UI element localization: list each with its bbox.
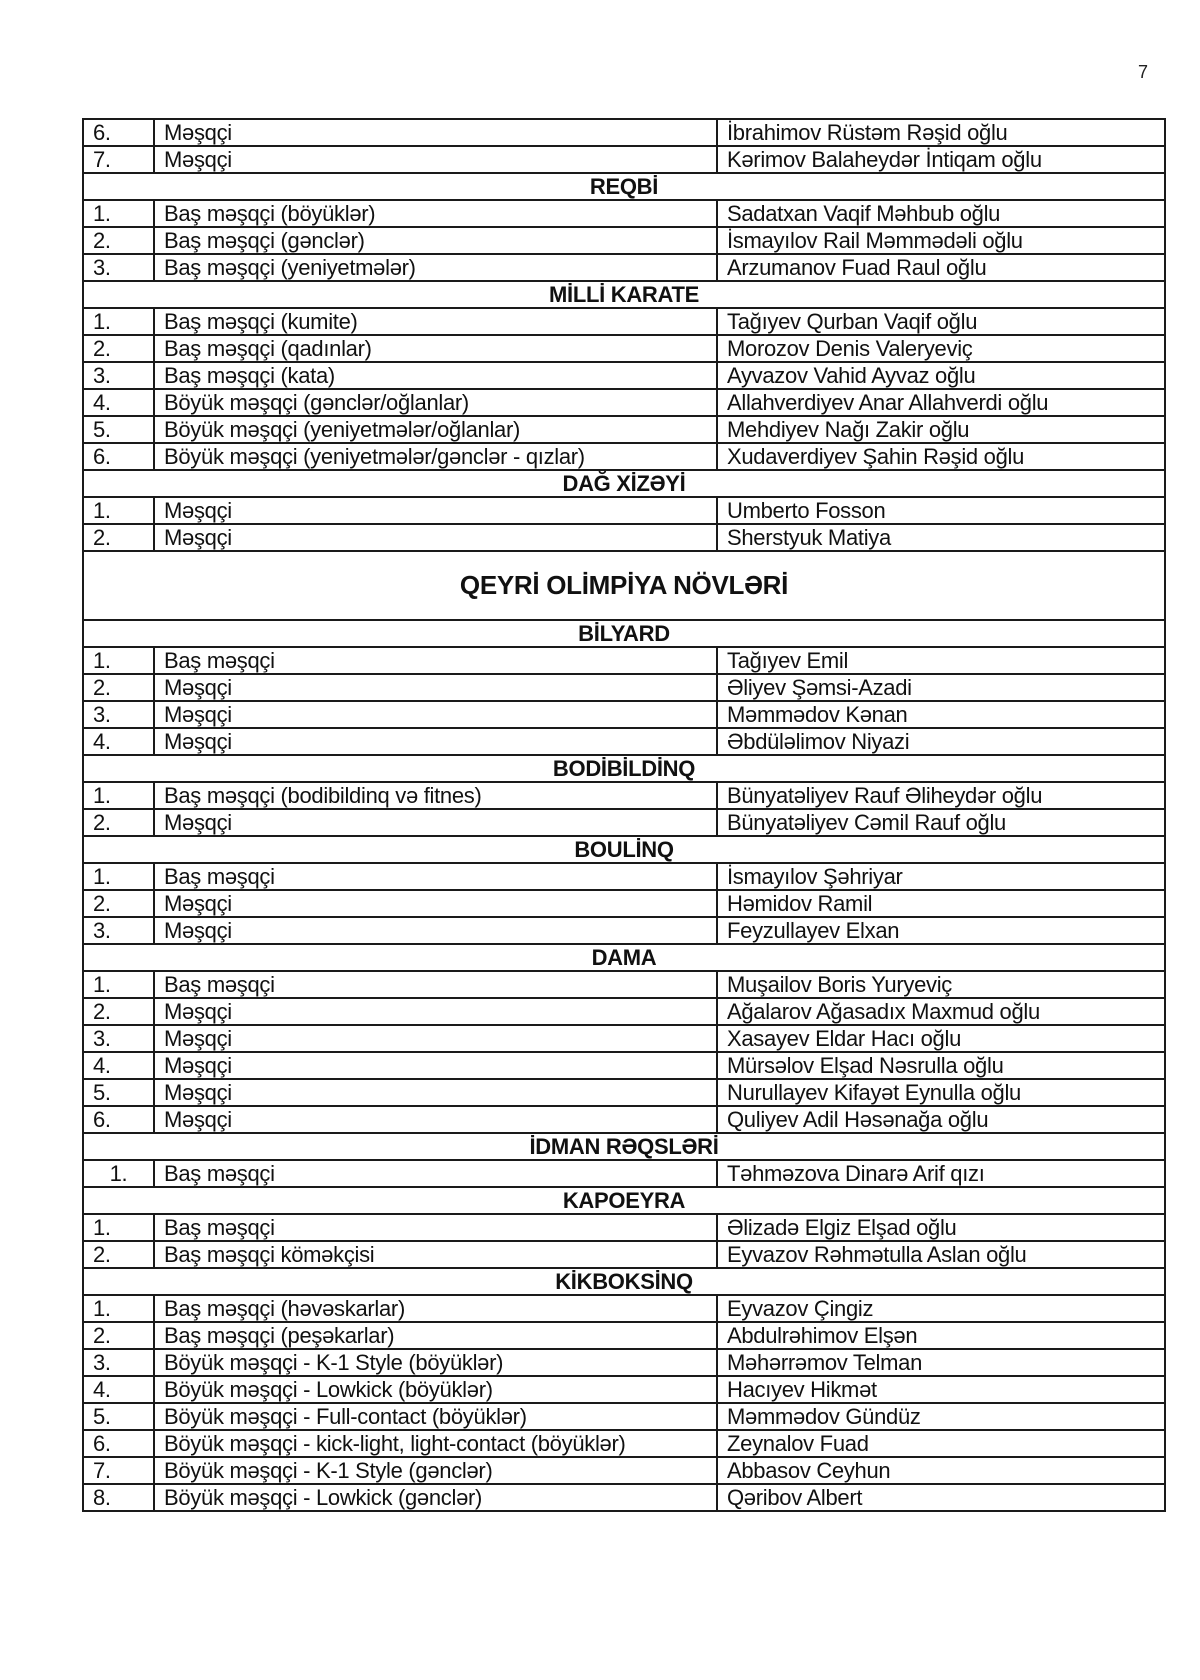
row-number: 4.	[83, 1052, 154, 1079]
coach-name-cell: Zeynalov Fuad	[717, 1430, 1165, 1457]
row-number: 6.	[83, 1106, 154, 1133]
row-number: 3.	[83, 917, 154, 944]
row-number: 2.	[83, 674, 154, 701]
section-title: MİLLİ KARATE	[83, 281, 1165, 308]
table-row	[83, 1349, 1165, 1376]
row-number: 3.	[83, 254, 154, 281]
coach-name-cell: Eyvazov Rəhmətulla Aslan oğlu	[717, 1241, 1165, 1268]
section-header-row	[83, 836, 1165, 863]
section-title: BİLYARD	[83, 620, 1165, 647]
table-row	[83, 308, 1165, 335]
coach-name-cell: Mehdiyev Nağı Zakir oğlu	[717, 416, 1165, 443]
group-title: QEYRİ OLİMPİYA NÖVLƏRİ	[83, 551, 1165, 620]
section-title: KAPOEYRA	[83, 1187, 1165, 1214]
position-cell: Məşqçi	[154, 524, 717, 551]
row-number: 2.	[83, 335, 154, 362]
coach-name-cell: Əliyev Şəmsi-Azadi	[717, 674, 1165, 701]
coach-name-cell: İsmayılov Rail Məmmədəli oğlu	[717, 227, 1165, 254]
position-cell: Böyük məşqçi (gənclər/oğlanlar)	[154, 389, 717, 416]
row-number: 7.	[83, 1457, 154, 1484]
section-title: BODİBİLDİNQ	[83, 755, 1165, 782]
row-number: 8.	[83, 1484, 154, 1511]
section-header-row	[83, 1133, 1165, 1160]
position-cell: Baş məşqçi (bodibildinq və fitnes)	[154, 782, 717, 809]
table-row	[83, 200, 1165, 227]
row-number: 1.	[83, 497, 154, 524]
coach-name-cell: Ağalarov Ağasadıx Maxmud oğlu	[717, 998, 1165, 1025]
table-row	[83, 416, 1165, 443]
position-cell: Böyük məşqçi - K-1 Style (gənclər)	[154, 1457, 717, 1484]
table-row	[83, 674, 1165, 701]
row-number: 2.	[83, 809, 154, 836]
row-number: 5.	[83, 1079, 154, 1106]
row-number: 7.	[83, 146, 154, 173]
position-cell: Baş məşqçi (həvəskarlar)	[154, 1295, 717, 1322]
section-header-row	[83, 755, 1165, 782]
section-header-row	[83, 1268, 1165, 1295]
table-row	[83, 254, 1165, 281]
position-cell: Baş məşqçi köməkçisi	[154, 1241, 717, 1268]
row-number: 6.	[83, 119, 154, 146]
table-row	[83, 863, 1165, 890]
position-cell: Məşqçi	[154, 119, 717, 146]
coach-name-cell: Bünyatəliyev Rauf Əliheydər oğlu	[717, 782, 1165, 809]
row-number: 5.	[83, 416, 154, 443]
position-cell: Baş məşqçi (yeniyetmələr)	[154, 254, 717, 281]
coach-name-cell: Eyvazov Çingiz	[717, 1295, 1165, 1322]
coach-name-cell: Nurullayev Kifayət Eynulla oğlu	[717, 1079, 1165, 1106]
position-cell: Məşqçi	[154, 890, 717, 917]
table-row	[83, 701, 1165, 728]
table-row	[83, 389, 1165, 416]
table-row	[83, 971, 1165, 998]
section-title: DAĞ XİZƏYİ	[83, 470, 1165, 497]
row-number: 1.	[83, 863, 154, 890]
position-cell: Baş məşqçi (böyüklər)	[154, 200, 717, 227]
table-row	[83, 524, 1165, 551]
table-row	[83, 227, 1165, 254]
coach-name-cell: Umberto Fosson	[717, 497, 1165, 524]
position-cell: Böyük məşqçi - Full-contact (böyüklər)	[154, 1403, 717, 1430]
section-header-row	[83, 470, 1165, 497]
section-title: DAMA	[83, 944, 1165, 971]
table-row	[83, 890, 1165, 917]
position-cell: Məşqçi	[154, 1079, 717, 1106]
row-number: 6.	[83, 1430, 154, 1457]
position-cell: Baş məşqçi (kata)	[154, 362, 717, 389]
section-title: BOULİNQ	[83, 836, 1165, 863]
coach-name-cell: Tağıyev Emil	[717, 647, 1165, 674]
coach-name-cell: Hacıyev Hikmət	[717, 1376, 1165, 1403]
coach-name-cell: Xudaverdiyev Şahin Rəşid oğlu	[717, 443, 1165, 470]
table-row	[83, 119, 1165, 146]
section-header-row	[83, 620, 1165, 647]
section-title: İDMAN RƏQSLƏRİ	[83, 1133, 1165, 1160]
position-cell: Məşqçi	[154, 146, 717, 173]
position-cell: Böyük məşqçi - Lowkick (böyüklər)	[154, 1376, 717, 1403]
table-row	[83, 1295, 1165, 1322]
section-header-row	[83, 944, 1165, 971]
coach-name-cell: Təhməzova Dinarə Arif qızı	[717, 1160, 1165, 1187]
position-cell: Məşqçi	[154, 701, 717, 728]
row-number: 2.	[83, 1241, 154, 1268]
position-cell: Baş məşqçi	[154, 971, 717, 998]
row-number: 1.	[83, 200, 154, 227]
row-number: 2.	[83, 998, 154, 1025]
section-header-row	[83, 173, 1165, 200]
position-cell: Böyük məşqçi - K-1 Style (böyüklər)	[154, 1349, 717, 1376]
coach-name-cell: Feyzullayev Elxan	[717, 917, 1165, 944]
position-cell: Məşqçi	[154, 1052, 717, 1079]
coach-name-cell: İsmayılov Şəhriyar	[717, 863, 1165, 890]
section-header-row	[83, 281, 1165, 308]
coach-name-cell: Abdulrəhimov Elşən	[717, 1322, 1165, 1349]
table-row	[83, 1403, 1165, 1430]
row-number: 2.	[83, 524, 154, 551]
page-number: 7	[1138, 62, 1149, 82]
table-row	[83, 917, 1165, 944]
table-row	[83, 809, 1165, 836]
row-number: 4.	[83, 389, 154, 416]
coach-name-cell: Həmidov Ramil	[717, 890, 1165, 917]
coach-name-cell: Muşailov Boris Yuryeviç	[717, 971, 1165, 998]
table-row	[83, 362, 1165, 389]
coach-name-cell: Quliyev Adil Həsənağa oğlu	[717, 1106, 1165, 1133]
row-number: 6.	[83, 443, 154, 470]
table-row	[83, 647, 1165, 674]
position-cell: Məşqçi	[154, 998, 717, 1025]
position-cell: Baş məşqçi (kumite)	[154, 308, 717, 335]
coach-name-cell: Tağıyev Qurban Vaqif oğlu	[717, 308, 1165, 335]
coach-name-cell: Məmmədov Kənan	[717, 701, 1165, 728]
coach-name-cell: Qəribov Albert	[717, 1484, 1165, 1511]
row-number: 1.	[83, 1160, 154, 1187]
row-number: 2.	[83, 1322, 154, 1349]
row-number: 1.	[83, 971, 154, 998]
coach-name-cell: Kərimov Balaheydər İntiqam oğlu	[717, 146, 1165, 173]
row-number: 1.	[83, 647, 154, 674]
position-cell: Məşqçi	[154, 728, 717, 755]
coach-name-cell: Allahverdiyev Anar Allahverdi oğlu	[717, 389, 1165, 416]
position-cell: Məşqçi	[154, 674, 717, 701]
row-number: 2.	[83, 890, 154, 917]
row-number: 3.	[83, 1349, 154, 1376]
coach-name-cell: Məhərrəmov Telman	[717, 1349, 1165, 1376]
section-header-row	[83, 1187, 1165, 1214]
table-row	[83, 1241, 1165, 1268]
coach-name-cell: Əbdüləlimov Niyazi	[717, 728, 1165, 755]
row-number: 3.	[83, 362, 154, 389]
coaches-table-body	[83, 119, 1165, 1511]
coaches-table	[82, 118, 1166, 1512]
position-cell: Böyük məşqçi - Lowkick (gənclər)	[154, 1484, 717, 1511]
table-row	[83, 1160, 1165, 1187]
table-row	[83, 443, 1165, 470]
table-row	[83, 146, 1165, 173]
position-cell: Böyük məşqçi (yeniyetmələr/oğlanlar)	[154, 416, 717, 443]
table-row	[83, 1484, 1165, 1511]
row-number: 1.	[83, 308, 154, 335]
group-header-row	[83, 551, 1165, 620]
row-number: 1.	[83, 1295, 154, 1322]
section-title: REQBİ	[83, 173, 1165, 200]
coach-name-cell: Abbasov Ceyhun	[717, 1457, 1165, 1484]
coach-name-cell: Arzumanov Fuad Raul oğlu	[717, 254, 1165, 281]
position-cell: Məşqçi	[154, 809, 717, 836]
coach-name-cell: Məmmədov Gündüz	[717, 1403, 1165, 1430]
row-number: 1.	[83, 782, 154, 809]
row-number: 5.	[83, 1403, 154, 1430]
table-row	[83, 782, 1165, 809]
table-row	[83, 1376, 1165, 1403]
coach-name-cell: Bünyatəliyev Cəmil Rauf oğlu	[717, 809, 1165, 836]
position-cell: Baş məşqçi	[154, 647, 717, 674]
row-number: 4.	[83, 728, 154, 755]
coach-name-cell: Xasayev Eldar Hacı oğlu	[717, 1025, 1165, 1052]
table-row	[83, 1214, 1165, 1241]
position-cell: Baş məşqçi (qadınlar)	[154, 335, 717, 362]
table-row	[83, 335, 1165, 362]
position-cell: Baş məşqçi	[154, 863, 717, 890]
position-cell: Baş məşqçi (gənclər)	[154, 227, 717, 254]
position-cell: Baş məşqçi (peşəkarlar)	[154, 1322, 717, 1349]
row-number: 1.	[83, 1214, 154, 1241]
row-number: 4.	[83, 1376, 154, 1403]
table-row	[83, 1052, 1165, 1079]
row-number: 2.	[83, 227, 154, 254]
section-title: KİKBOKSİNQ	[83, 1268, 1165, 1295]
table-row	[83, 1322, 1165, 1349]
table-row	[83, 497, 1165, 524]
coach-name-cell: Morozov Denis Valeryeviç	[717, 335, 1165, 362]
position-cell: Məşqçi	[154, 917, 717, 944]
table-row	[83, 1025, 1165, 1052]
coach-name-cell: İbrahimov Rüstəm Rəşid oğlu	[717, 119, 1165, 146]
position-cell: Baş məşqçi	[154, 1214, 717, 1241]
row-number: 3.	[83, 1025, 154, 1052]
coach-name-cell: Sherstyuk Matiya	[717, 524, 1165, 551]
coach-name-cell: Ayvazov Vahid Ayvaz oğlu	[717, 362, 1165, 389]
position-cell: Baş məşqçi	[154, 1160, 717, 1187]
table-row	[83, 728, 1165, 755]
coach-name-cell: Mürsəlov Elşad Nəsrulla oğlu	[717, 1052, 1165, 1079]
position-cell: Məşqçi	[154, 1106, 717, 1133]
position-cell: Məşqçi	[154, 1025, 717, 1052]
table-row	[83, 1457, 1165, 1484]
position-cell: Məşqçi	[154, 497, 717, 524]
table-row	[83, 998, 1165, 1025]
position-cell: Böyük məşqçi (yeniyetmələr/gənclər - qızlar)	[154, 443, 717, 470]
position-cell: Böyük məşqçi - kick-light, light-contact (böyüklər)	[154, 1430, 717, 1457]
table-row	[83, 1106, 1165, 1133]
table-row	[83, 1079, 1165, 1106]
table-row	[83, 1430, 1165, 1457]
coach-name-cell: Əlizadə Elgiz Elşad oğlu	[717, 1214, 1165, 1241]
row-number: 3.	[83, 701, 154, 728]
coach-name-cell: Sadatxan Vaqif Məhbub oğlu	[717, 200, 1165, 227]
